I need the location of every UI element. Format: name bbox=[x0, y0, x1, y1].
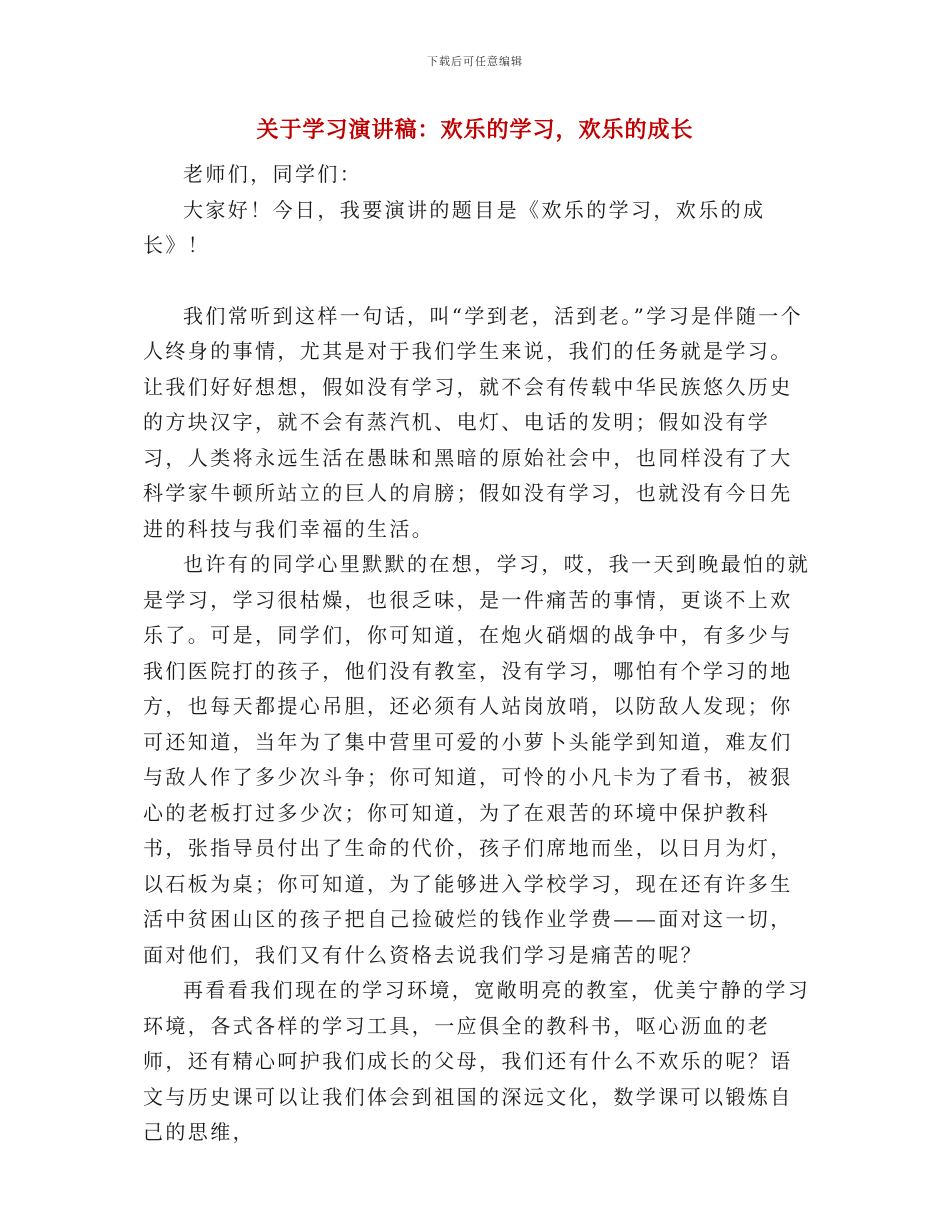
document-body bbox=[143, 157, 813, 1151]
paragraph-salutation: 老师们，同学们： bbox=[183, 162, 363, 186]
document-title: 关于学习演讲稿：欢乐的学习，欢乐的成长 bbox=[256, 117, 694, 143]
paragraph-3: 再看看我们现在的学习环境，宽敞明亮的教室，优美宁静的学习环境，各式各样的学习工具，一应俱全的教科书，呕心沥血的老师，还有精心呵护我们成长的父母，我们还有什么不欢乐的呢？语文与历史课可以让我们体会到祖国的深远文化，数学课可以锻炼自己的思维， bbox=[143, 978, 811, 1144]
paragraph-greeting: 大家好！今日，我要演讲的题目是《欢乐的学习，欢乐的成长》！ bbox=[143, 197, 766, 257]
paragraph-1: 我们常听到这样一句话，叫“学到老，活到老。”学习是伴随一个人终身的事情，尤其是对于我们学生来说，我们的任务就是学习。让我们好好想想，假如没有学习，就不会有传载中华民族悠久历史的方块汉字，就不会有蒸汽机、电灯、电话的发明；假如没有学习，人类将永远生活在愚昧和黑暗的原始社会中，也同样没有了大科学家牛顿所站立的巨人的肩膀；假如没有学习，也就没有今日先进的科技与我们幸福的生活。 bbox=[143, 303, 804, 541]
paragraph-2: 也许有的同学心里默默的在想，学习，哎，我一天到晚最怕的就是学习，学习很枯燥，也很乏味，是一件痛苦的事情，更谈不上欢乐了。可是，同学们，你可知道，在炮火硝烟的战争中，有多少与我们医院打的孩子，他们没有教室，没有学习，哪怕有个学习的地方，也每天都提心吊胆，还必须有人站岗放哨，以防敌人发现；你可还知道，当年为了集中营里可爱的小萝卜头能学到知道，难友们与敌人作了多少次斗争；你可知道，可怜的小凡卡为了看书，被狠心的老板打过多少次；你可知道，为了在艰苦的环境中保护教科书，张指导员付出了生命的代价，孩子们席地而坐，以日月为灯，以石板为桌；你可知道，为了能够进入学校学习，现在还有许多生活中贫困山区的孩子把自己捡破烂的钱作业学费——面对这一切，面对他们，我们又有什么资格去说我们学习是痛苦的呢？ bbox=[143, 552, 811, 967]
header-note: 下载后可任意编辑 bbox=[427, 55, 523, 68]
